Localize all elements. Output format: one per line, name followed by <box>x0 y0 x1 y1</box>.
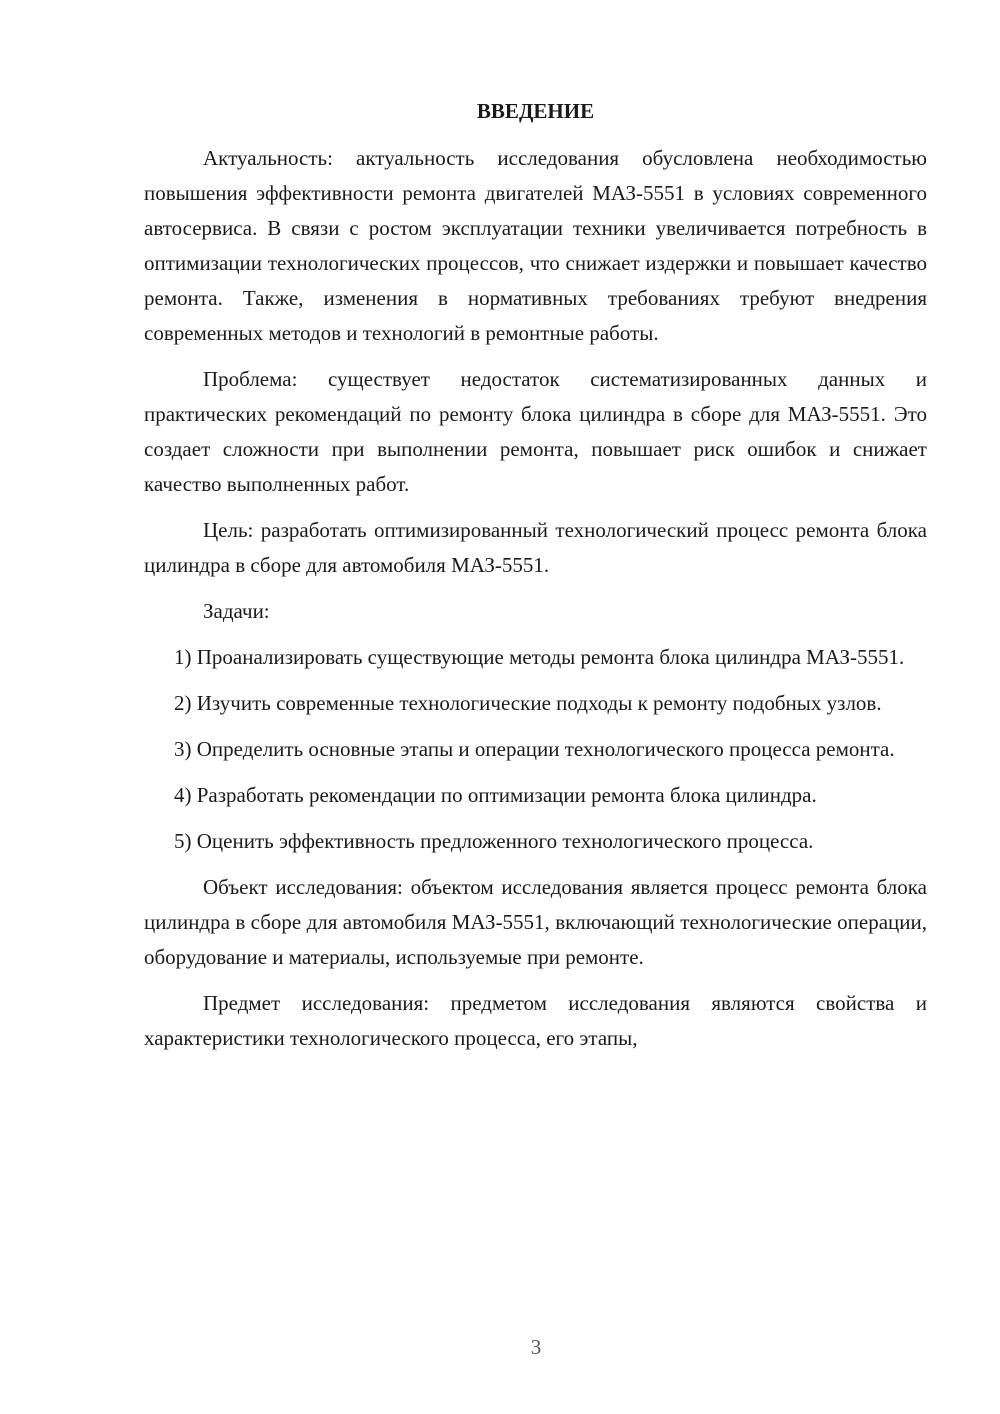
tasks-heading: Задачи: <box>203 599 270 623</box>
paragraph-object: Объект исследования: объектом исследования является процесс ремонта блока цилиндра в сборе для автомобиля МАЗ-5551, включающий технологические операции, оборудование и материалы, используемые при ремонте. <box>144 875 927 969</box>
page-content <box>144 94 927 1067</box>
paragraph-subject: Предмет исследования: предметом исследования являются свойства и характеристики технологического процесса, его этапы, <box>144 991 927 1050</box>
task-item-3: 3) Определить основные этапы и операции технологического процесса ремонта. <box>174 737 895 761</box>
page-number: 3 <box>530 1335 542 1359</box>
paragraph-relevance: Актуальность: актуальность исследования обусловлена необходимостью повышения эффективности ремонта двигателей МАЗ-5551 в условиях современного автосервиса. В связи с ростом эксплуатации техники увеличивается потребность в оптимизации технологических процессов, что снижает издержки и повышает качество ремонта. Также, изменения в нормативных требованиях требуют внедрения современных методов и технологий в ремонтные работы. <box>144 146 927 345</box>
paragraph-goal: Цель: разработать оптимизированный технологический процесс ремонта блока цилиндра в сборе для автомобиля МАЗ-5551. <box>144 518 927 577</box>
paragraph-problem: Проблема: существует недостаток систематизированных данных и практических рекомендаций по ремонту блока цилиндра в сборе для МАЗ-5551. Это создает сложности при выполнении ремонта, повышает риск ошибок и снижает качество выполненных работ. <box>144 367 927 496</box>
section-title: ВВЕДЕНИЕ <box>476 99 595 123</box>
task-item-2: 2) Изучить современные технологические подходы к ремонту подобных узлов. <box>174 691 882 715</box>
task-item-1: 1) Проанализировать существующие методы ремонта блока цилиндра МАЗ-5551. <box>174 645 905 669</box>
task-item-4: 4) Разработать рекомендации по оптимизации ремонта блока цилиндра. <box>174 783 817 807</box>
task-item-5: 5) Оценить эффективность предложенного технологического процесса. <box>174 829 814 853</box>
